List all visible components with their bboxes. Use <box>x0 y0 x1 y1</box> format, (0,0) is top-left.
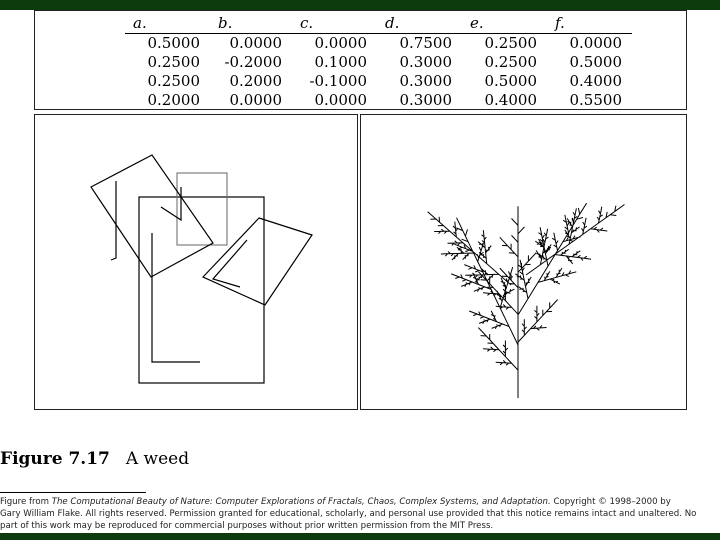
table-cell: 0.0000 <box>569 34 622 52</box>
table-cell: 0.2500 <box>484 53 537 71</box>
bottom-frame-bar <box>0 533 720 540</box>
column-header-c: c. <box>292 13 377 34</box>
table-cell: 0.3000 <box>399 91 452 109</box>
credit-divider <box>0 492 146 493</box>
column-header-a: a. <box>125 13 210 34</box>
weed-branches <box>428 203 625 398</box>
ifs-parameter-table <box>125 13 632 110</box>
credit-prefix: Figure from <box>0 497 49 507</box>
table-cell: 0.0000 <box>229 91 282 109</box>
column-header-f: f. <box>547 13 632 34</box>
table-cell: 0.2500 <box>484 34 537 52</box>
table-cell: 0.0000 <box>314 91 367 109</box>
table-cell: 0.7500 <box>399 34 452 52</box>
table-cell: 0.2500 <box>147 53 200 71</box>
weed-fractal <box>361 115 686 409</box>
weed-fractal-panel <box>360 114 687 410</box>
table-cell: 0.5000 <box>147 34 200 52</box>
credit-line-2: Gary William Flake. All rights reserved. Permission granted for educational, scholarly, and personal use provided that this notice remains intact and unaltered. No <box>0 509 697 519</box>
column-header-e: e. <box>462 13 547 34</box>
table-cell: -0.2000 <box>224 53 282 71</box>
table-row <box>125 34 632 54</box>
transform-rect-main <box>139 197 264 383</box>
table-cell: 0.1000 <box>314 53 367 71</box>
book-title: The Computational Beauty of Nature: Computer Explorations of Fractals, Chaos, Complex Systems, and Adaptation. <box>51 497 551 507</box>
table-cell: 0.5000 <box>569 53 622 71</box>
affine-transform-diagram-panel <box>34 114 358 410</box>
table-header-row <box>125 13 632 34</box>
table-cell: 0.5000 <box>484 72 537 90</box>
table-cell: 0.3000 <box>399 53 452 71</box>
parameter-table-panel <box>34 10 687 110</box>
table-cell: 0.3000 <box>399 72 452 90</box>
table-cell: 0.2000 <box>147 91 200 109</box>
transform-rect-right <box>203 218 312 305</box>
reference-square <box>177 173 227 245</box>
credit-copyright: Copyright © 1998–2000 by <box>553 497 671 507</box>
l-marker-right <box>213 240 247 287</box>
table-cell: 0.2000 <box>229 72 282 90</box>
affine-transform-diagram <box>35 115 357 409</box>
credit-line-3: part of this work may be reproduced for commercial purposes without prior written permission from the MIT Press. <box>0 521 494 531</box>
table-cell: 0.4000 <box>484 91 537 109</box>
column-header-d: d. <box>377 13 462 34</box>
credit-line-1 <box>0 496 720 508</box>
table-cell: 0.2500 <box>147 72 200 90</box>
table-cell: 0.0000 <box>229 34 282 52</box>
table-cell: -0.1000 <box>309 72 367 90</box>
table-cell: 0.4000 <box>569 72 622 90</box>
top-frame-bar <box>0 0 720 10</box>
figure-number: Figure 7.17 <box>0 449 110 469</box>
figure-title: A weed <box>125 449 190 469</box>
credit-notice <box>0 496 720 532</box>
table-row <box>125 91 632 110</box>
table-row <box>125 53 632 72</box>
table-row <box>125 72 632 91</box>
l-marker-main <box>152 233 200 362</box>
column-header-b: b. <box>210 13 292 34</box>
table-cell: 0.5500 <box>569 91 622 109</box>
figure-caption <box>0 449 189 469</box>
table-cell: 0.0000 <box>314 34 367 52</box>
